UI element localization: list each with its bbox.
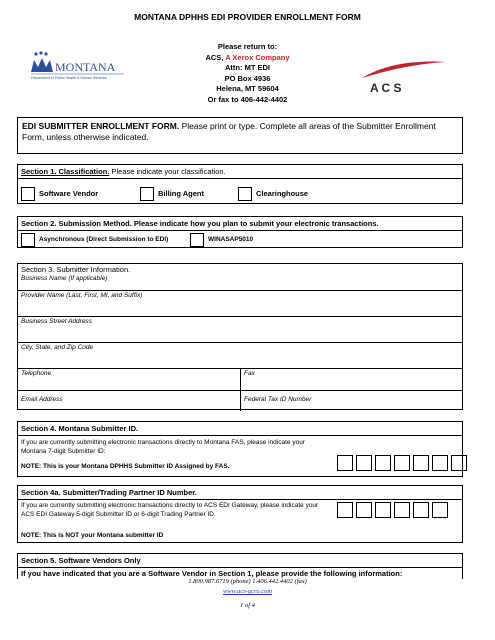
telephone-field[interactable]: Telephone — [21, 370, 52, 377]
footer-url-link[interactable]: www.acs-gcro.com — [222, 588, 273, 595]
digit-box[interactable] — [375, 455, 391, 471]
asynchronous-checkbox[interactable] — [21, 233, 35, 247]
option-winasap[interactable]: WINASAP5010 — [190, 231, 253, 249]
street-address-row[interactable] — [18, 316, 462, 342]
tax-id-field[interactable]: Federal Tax ID Number — [244, 396, 312, 403]
section-2-header: Section 2. Submission Method. Please indicate how you plan to submit your electronic transactions. — [18, 217, 462, 231]
section-4a-header: Section 4a. Submitter/Trading Partner ID Number. — [18, 486, 462, 500]
software-vendor-checkbox[interactable] — [21, 187, 35, 201]
footer-phone-fax: 1.800.987.6719 (phone) 1.406.442.4402 (fax) — [188, 578, 307, 585]
digit-box[interactable] — [394, 455, 410, 471]
digit-box[interactable] — [394, 502, 410, 518]
clearinghouse-checkbox[interactable] — [238, 187, 252, 201]
section-5-header: Section 5. Software Vendors Only — [18, 554, 462, 568]
winasap-checkbox[interactable] — [190, 233, 204, 247]
digit-box[interactable] — [337, 455, 353, 471]
option-asynchronous[interactable]: Asynchronous (Direct Submission to EDI) — [21, 231, 168, 249]
billing-agent-checkbox[interactable] — [140, 187, 154, 201]
intro-heading: EDI SUBMITTER ENROLLMENT FORM. — [22, 121, 180, 131]
xerox-company-text: A Xerox Company — [225, 52, 290, 62]
intro-box — [17, 117, 463, 154]
section-1-classification — [17, 164, 463, 204]
digit-box[interactable] — [432, 455, 448, 471]
telephone-fax-row — [18, 368, 462, 390]
column-divider — [240, 369, 241, 390]
email-taxid-row — [18, 390, 462, 411]
return-attn: Attn: MT EDI — [225, 63, 270, 72]
return-address-block — [180, 42, 315, 105]
digit-box[interactable] — [451, 455, 467, 471]
document-title: MONTANA DPHHS EDI PROVIDER ENROLLMENT FORM — [134, 12, 361, 22]
column-divider — [240, 391, 241, 411]
return-line-company: ACS, A Xerox Company — [205, 52, 290, 62]
section-1-header: Section 1. Classification. Please indicate your classification. — [18, 165, 462, 179]
acs-logo-text: A C S — [370, 81, 402, 95]
section-4a-trading-partner-id — [17, 485, 463, 543]
digit-box[interactable] — [432, 502, 448, 518]
intro-text: Please print or type. Complete all areas of the Submitter Enrollment Form, unless otherwise indicated. — [22, 121, 436, 142]
section-4a-text: If you are currently submitting electronic transactions directly to ACS EDI Gateway, please indicate your ACS EDI Gateway 5-digit Submitter ID or 6-digit Trading Partner ID. — [21, 502, 319, 518]
return-po-box: PO Box 4936 — [224, 73, 271, 83]
digit-box[interactable] — [413, 502, 429, 518]
section-4-montana-submitter-id — [17, 421, 463, 477]
montana-dphhs-logo — [28, 50, 128, 82]
section-5-software-vendors — [17, 553, 463, 579]
provider-name-field: Provider Name (Last, First, MI, and Suffix) — [21, 292, 143, 299]
page-number: 1 of 4 — [240, 602, 255, 609]
return-city: Helena, MT 59604 — [216, 84, 279, 93]
option-clearinghouse[interactable]: Clearinghouse — [238, 185, 308, 203]
section-3-submitter-information — [17, 263, 463, 410]
return-fax: Or fax to 406-442-4402 — [207, 94, 288, 104]
trading-partner-id-input[interactable] — [337, 502, 451, 523]
fax-field[interactable]: Fax — [244, 370, 255, 377]
digit-box[interactable] — [375, 502, 391, 518]
acs-logo — [360, 56, 450, 96]
section-5-text: If you have indicated that you are a Software Vendor in Section 1, please provide the following information: — [21, 569, 403, 578]
section-4-header: Section 4. Montana Submitter ID. — [18, 422, 462, 436]
city-state-zip-row[interactable] — [18, 342, 462, 368]
business-name-field[interactable]: Business Name (If applicable) — [21, 275, 108, 282]
email-field[interactable]: Email Address — [21, 396, 63, 403]
option-billing-agent[interactable]: Billing Agent — [140, 185, 204, 203]
section-4a-note: NOTE: This is NOT your Montana submitter ID — [21, 532, 164, 539]
digit-box[interactable] — [356, 455, 372, 471]
digit-box[interactable] — [413, 455, 429, 471]
section-3-header: Section 3. Submitter Information. — [21, 265, 131, 274]
digit-box[interactable] — [337, 502, 353, 518]
street-address-field: Business Street Address — [21, 318, 92, 325]
section-4-text: If you are currently submitting electronic transactions directly to Montana FAS, please indicate your Montana 7-digit Submitter ID: — [21, 439, 305, 455]
city-state-zip-field: City, State, and Zip Code — [21, 344, 94, 351]
section-2-submission-method — [17, 216, 463, 248]
montana-submitter-id-input[interactable] — [337, 455, 470, 476]
montana-logo-tagline: Department of Public Health & Human Services — [31, 76, 107, 80]
section-4-note: NOTE: This is your Montana DPHHS Submitter ID Assigned by FAS. — [21, 463, 230, 470]
montana-logo-text: MONTANA — [55, 60, 116, 74]
digit-box[interactable] — [356, 502, 372, 518]
return-heading: Please return to: — [217, 42, 278, 51]
option-software-vendor[interactable]: Software Vendor — [21, 185, 98, 203]
